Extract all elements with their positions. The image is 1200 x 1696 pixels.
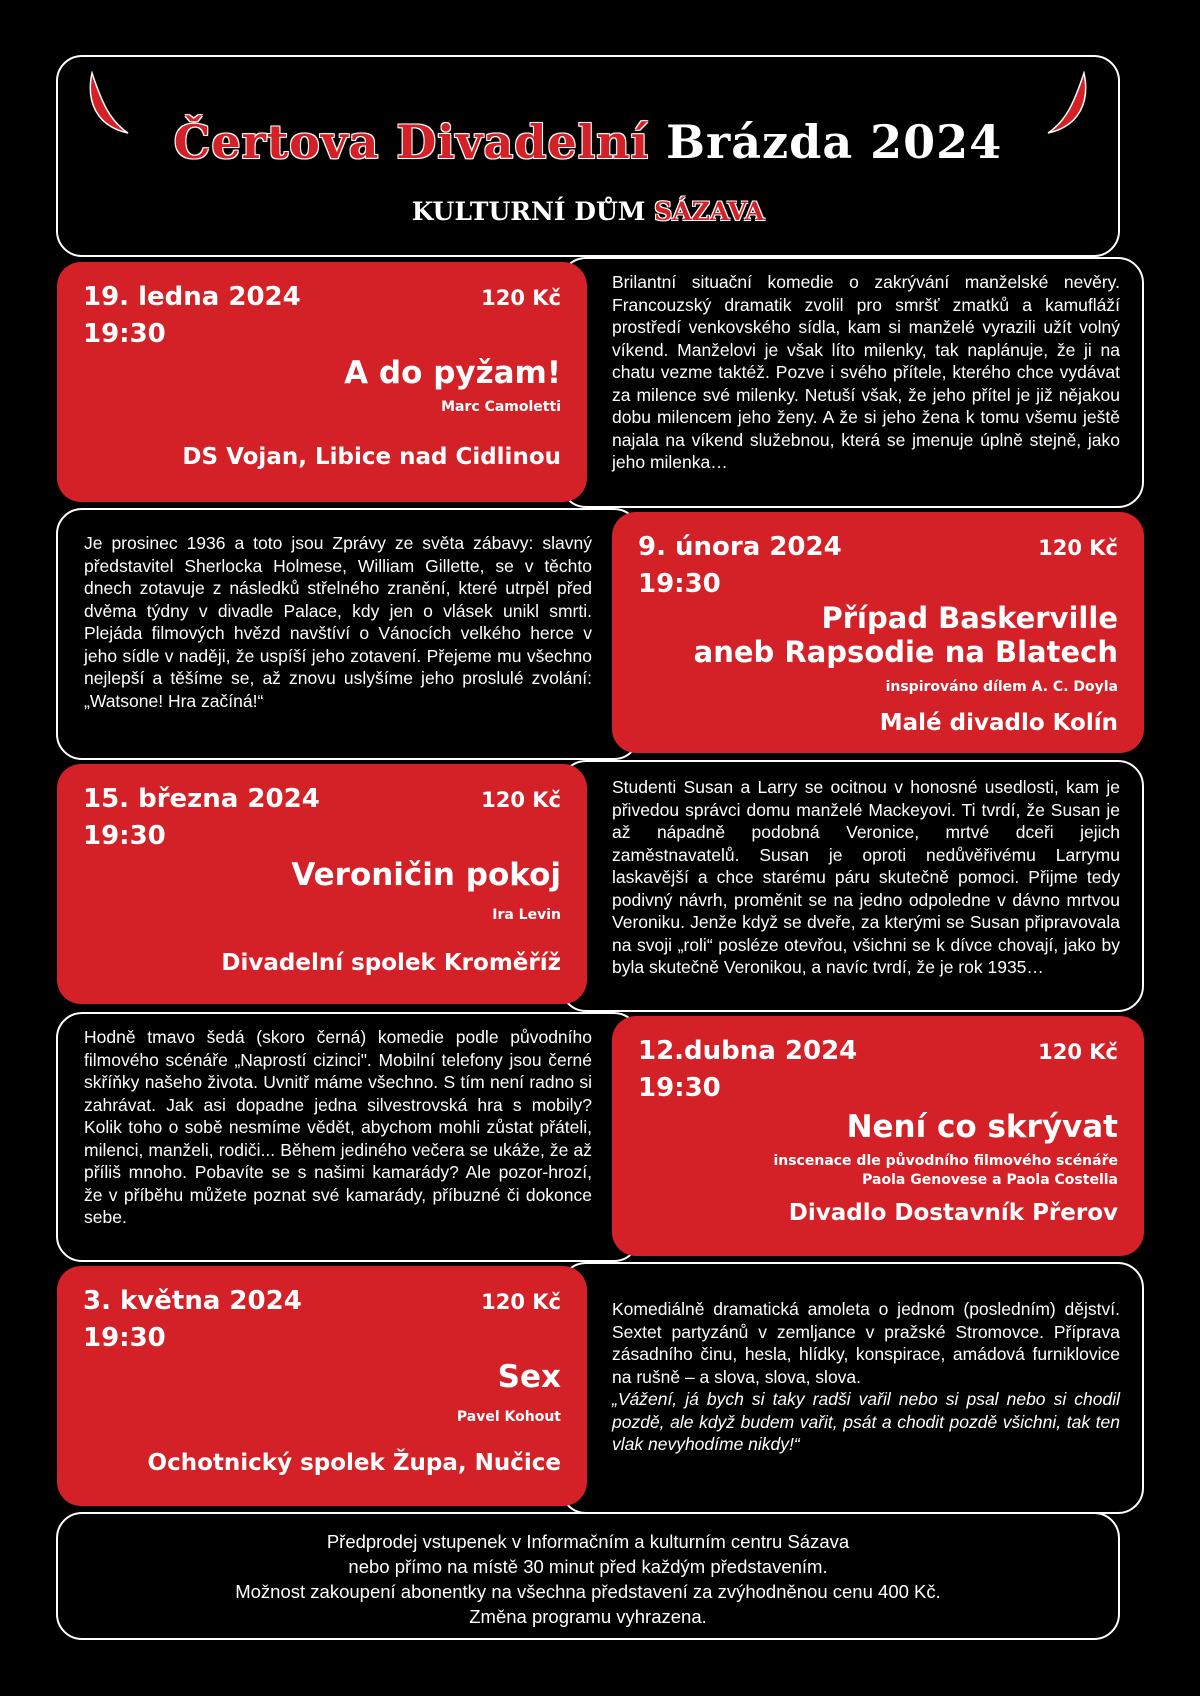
event-5-quote: „Vážení, já bych si taky radši vařil nebo si psal nebo si chodil pozdě, ale když budem vařit, psát a chodit pozdě všichni, tak ten vlak nevyhodíme nikdy!“ [612,1389,1120,1454]
event-3-description: Studenti Susan a Larry se ocitnou v honosné usedlosti, kam je přivedou správci domu manželé Mackeyovi. Ti tvrdí, že Susan je až nápadně podobná Veronice, mrtvé dceři jejich zaměstnavatelů. Susan je oproti nedůvěřivému Larrymu laskavější a chce starému páru skutečně pomoci. Přijme tedy podivný návrh, proměnit se na jedno odpoledne v dávno mrtvou Veroniku. Jenže když se dveře, za kterými se Susan připravovala na svoji „roli“ posléze otevřou, všichni se k dívce chovají, jako by byla skutečně Veronikou, a navíc tvrdí, že je rok 1935… [612,777,1120,977]
event-2-time: 19:30 [638,569,721,599]
footer-line-2: nebo přímo na místě 30 minut před každým představením. [348,1556,828,1577]
event-5-price: 120 Kč [481,1290,561,1314]
footer-line-1: Předprodej vstupenek v Informačním a kulturním centru Sázava [326,1531,850,1552]
event-2-title-line-1: Případ Baskerville [821,601,1118,635]
event-5-title: Sex [497,1359,561,1395]
event-3-author: Ira Levin [492,907,561,923]
event-2-title-line-2: aneb Rapsodie na Blatech [693,635,1118,669]
event-5-card [57,1266,587,1506]
event-5-description: Komediálně dramatická amoleta o jednom (posledním) dějství. Sextet partyzánů v zemljance v pražské Stromovce. Příprava zásadního činu, hesla, hlídky, konspirace, amádová furniklovice na rušně – a slova, slova, slova. [612,1299,1120,1387]
event-2-description: Je prosinec 1936 a toto jsou Zprávy ze světa zábavy: slavný představitel Sherlocka Holmese, William Gillette, se v těchto dnech zotavuje z následků střelného zranění, které utrpěl před dvěma týdny v divadle Palace, kdy jen o vlásek unikl smrti. Plejáda filmových hvězd navštíví o Vánocích velkého herce v jeho sídle v naději, že uspíší jeho zotavení. Přejeme mu všechno nejlepší a těšíme se, až znovu uslyšíme jeho proslulé zvolání: „Watsone! Hra začíná!“ [84,533,592,711]
event-1-time: 19:30 [83,319,166,349]
event-3-company: Divadelní spolek Kroměříž [221,950,561,976]
festival-title [58,115,1118,169]
event-2-author: inspirováno dílem A. C. Doyla [885,679,1118,695]
event-3-price: 120 Kč [481,788,561,812]
event-5-date: 3. května 2024 [83,1286,302,1316]
venue-subtitle [58,197,1118,226]
event-4-author-line-2: Paola Genovese a Paola Costella [862,1172,1118,1188]
event-4-title: Není co skrývat [846,1109,1118,1145]
event-1-description-frame [560,257,1144,508]
event-1-description: Brilantní situační komedie o zakrývání manželské nevěry. Francouzský dramatik zvolil pro smršť zmatků a kamufláží prostředí venkovského sídla, kam si manželé vyrazili užít volný víkend. Manželovi je však líto milenky, tak naplánuje, že ji na chatu vezme taktéž. Pozve i svého přítele, kterého chce vydávat za milence své milenky. Netuší však, že jeho přítel je již nějakou dobu milencem jeho ženy. A že si jeho žena k tomu všemu ještě najala na víkend služebnou, která se jmenuje úplně stejně, jako jeho milenka… [612,272,1120,472]
footer-line-4: Změna programu vyhrazena. [469,1606,707,1627]
event-4-card [612,1016,1144,1256]
event-1-company: DS Vojan, Libice nad Cidlinou [182,444,561,470]
event-5-author: Pavel Kohout [456,1409,561,1425]
header-frame [56,55,1120,257]
event-3-time: 19:30 [83,821,166,851]
event-3-card [57,764,587,1004]
event-4-author-line-1: inscenace dle původního filmového scénáře [773,1153,1118,1169]
event-2-price: 120 Kč [1038,536,1118,560]
event-1-price: 120 Kč [481,286,561,310]
event-4-description-frame [56,1012,640,1262]
event-5-time: 19:30 [83,1323,166,1353]
footer-text [58,1529,1118,1629]
subtitle-part-1: KULTURNÍ DŮM [411,197,646,226]
event-5-description-frame [560,1262,1144,1514]
event-4-company: Divadlo Dostavník Přerov [788,1200,1118,1226]
event-1-card [57,262,587,502]
event-5-description-block [612,1298,1120,1456]
event-2-company: Malé divadlo Kolín [879,710,1118,736]
title-part-1: Čertova Divadelní [173,115,650,169]
event-1-author: Marc Camoletti [441,399,561,415]
event-1-title: A do pyžam! [344,355,561,391]
event-2-date: 9. února 2024 [638,532,842,562]
event-1-date: 19. ledna 2024 [83,282,301,312]
event-3-description-frame [560,760,1144,1012]
event-2-card [612,512,1144,753]
event-4-description: Hodně tmavo šedá (skoro černá) komedie podle původního filmového scénáře „Naprostí cizinci". Mobilní telefony jsou černé skříňky našeho života. Uvnitř máme všechno. S tím není radno si zahrávat. Jak asi dopadne jedna silvestrovská hra s mobily? Kolik toho o sobě nesmíme vědět, abychom mohli zůstat přáteli, milenci, manželi, rodiči... Během jediného večera se ukáže, že až příliš mnoho. Pobavíte se s našimi kamarády? Ale pozor-hrozí, že v příběhu můžete poznat své kamarády, příbuzné či dokonce sebe. [84,1027,592,1227]
subtitle-part-2: SÁZAVA [654,197,765,226]
event-3-title: Veroničin pokoj [291,857,561,893]
event-2-description-frame [56,508,640,760]
event-4-date: 12.dubna 2024 [638,1036,858,1066]
footer-frame [56,1512,1120,1640]
event-5-company: Ochotnický spolek Župa, Nučice [147,1450,561,1476]
event-3-date: 15. března 2024 [83,784,320,814]
event-4-price: 120 Kč [1038,1040,1118,1064]
footer-line-3: Možnost zakoupení abonentky na všechna představení za zvýhodněnou cenu 400 Kč. [235,1581,941,1602]
event-4-time: 19:30 [638,1073,721,1103]
title-part-2: Brázda 2024 [666,115,1003,169]
